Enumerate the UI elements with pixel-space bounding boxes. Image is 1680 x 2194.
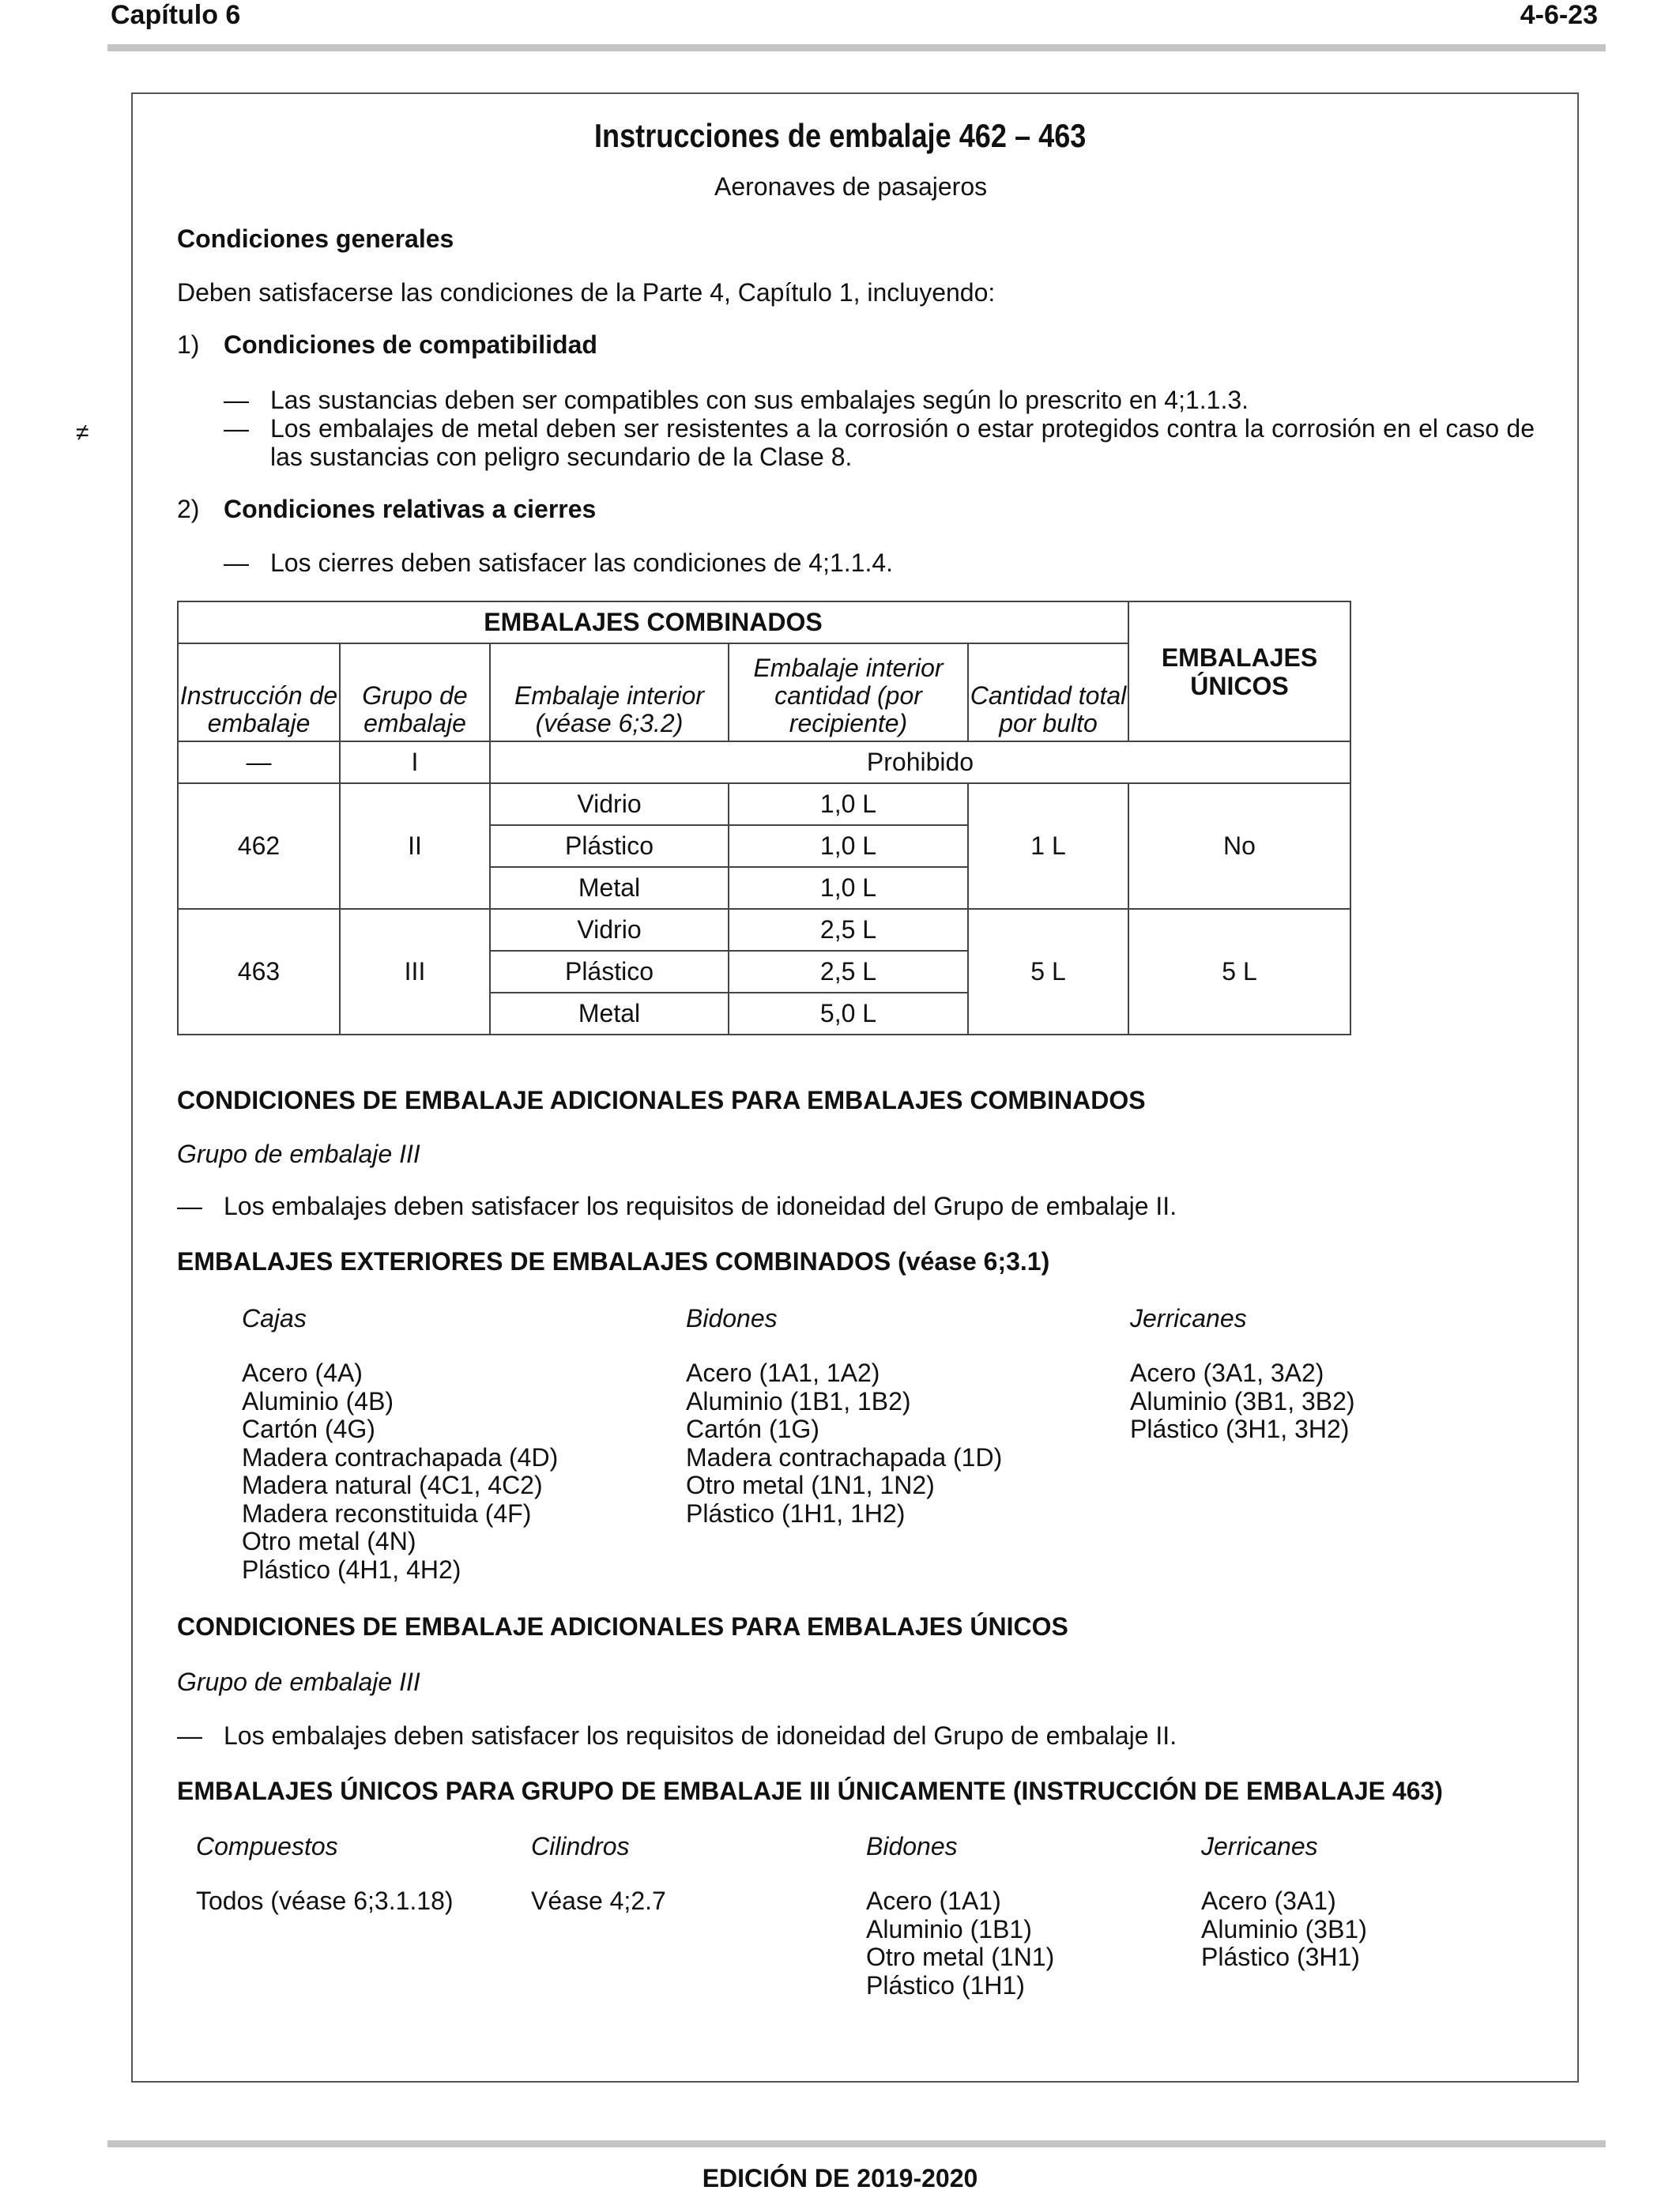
list-item: Acero (1A1, 1A2) xyxy=(686,1359,880,1387)
cell-total: 5 L xyxy=(968,909,1128,1035)
col-header-group: Grupo de embalaje xyxy=(340,643,490,741)
list-item: Plástico (3H1) xyxy=(1201,1943,1360,1971)
cell-inner-qty: 1,0 L xyxy=(729,867,968,909)
item2-heading: Condiciones relativas a cierres xyxy=(224,495,597,523)
cell-single: No xyxy=(1128,783,1350,909)
list-item: Todos (véase 6;3.1.18) xyxy=(196,1887,454,1915)
page-title: Instrucciones de embalaje 462 – 463 xyxy=(594,117,1087,154)
list-item: Plástico (1H1) xyxy=(866,1970,1025,2000)
list-item: Acero (4A) xyxy=(242,1359,363,1387)
cell-instruction: 462 xyxy=(178,783,340,909)
cell-inner-qty: 1,0 L xyxy=(729,825,968,867)
list-item: Madera reconstituida (4F) xyxy=(242,1498,532,1528)
cell-inner: Vidrio xyxy=(490,909,729,951)
list-item: Aluminio (1B1) xyxy=(866,1914,1032,1943)
list-item: Cartón (4G) xyxy=(242,1415,375,1443)
edition-footer: EDICIÓN DE 2019-2020 xyxy=(702,2164,978,2192)
chapter-label: Capítulo 6 xyxy=(111,0,241,30)
single-col-title: Cilindros xyxy=(531,1832,630,1860)
combined-extra-group: Grupo de embalaje III xyxy=(177,1140,420,1168)
col-header-instruction: Instrucción de embalaje xyxy=(178,643,340,741)
item1-heading: Condiciones de compatibilidad xyxy=(224,330,597,359)
single-col-list xyxy=(1201,1887,1367,1972)
single-col-list xyxy=(196,1887,454,1916)
page-number: 4-6-23 xyxy=(1520,0,1598,30)
packing-table xyxy=(177,601,1351,1035)
bullet-text: Las sustancias deben ser compatibles con sus embalajes según lo prescrito en 4;1.1.3. xyxy=(270,386,1249,414)
cell-prohibited: Prohibido xyxy=(490,741,1350,783)
cell-inner: Plástico xyxy=(490,825,729,867)
list-item: Madera natural (4C1, 4C2) xyxy=(242,1471,543,1499)
cell-inner-qty: 2,5 L xyxy=(729,951,968,993)
list-item: Plástico (3H1, 3H2) xyxy=(1130,1415,1350,1443)
single-col-title: Compuestos xyxy=(196,1832,338,1860)
list-item: Acero (1A1) xyxy=(866,1887,1001,1915)
outer-col-list xyxy=(686,1359,1002,1528)
outer-col-list xyxy=(242,1359,558,1584)
list-item: Plástico (1H1, 1H2) xyxy=(686,1498,906,1528)
list-item: Acero (3A1) xyxy=(1201,1887,1336,1915)
cell-group: II xyxy=(340,783,490,909)
bullet-text: Los embalajes deben satisfacer los requisitos de idoneidad del Grupo de embalaje II. xyxy=(224,1721,1177,1750)
outer-col-title: Bidones xyxy=(686,1304,778,1333)
cell-group: III xyxy=(340,909,490,1035)
page-subtitle: Aeronaves de pasajeros xyxy=(714,172,988,201)
outer-col-list xyxy=(1130,1359,1355,1444)
bullet-dash: — xyxy=(177,1192,202,1220)
col-header-inner: Embalaje interior (véase 6;3.2) xyxy=(490,643,729,741)
cell-instruction: 463 xyxy=(178,909,340,1035)
list-item: Otro metal (4N) xyxy=(242,1527,416,1555)
outer-col-title: Cajas xyxy=(242,1304,307,1333)
cell-inner-qty: 1,0 L xyxy=(729,783,968,825)
list-item: Plástico (4H1, 4H2) xyxy=(242,1555,461,1584)
list-item: Aluminio (3B1) xyxy=(1201,1914,1367,1943)
list-item: Aluminio (1B1, 1B2) xyxy=(686,1386,911,1416)
cell-group: I xyxy=(340,741,490,783)
cell-inner: Vidrio xyxy=(490,783,729,825)
single-col-list xyxy=(531,1887,666,1916)
list-item: Madera contrachapada (1D) xyxy=(686,1442,1003,1472)
cell-inner: Metal xyxy=(490,867,729,909)
change-mark: ≠ xyxy=(76,420,89,446)
cell-single: 5 L xyxy=(1128,909,1350,1035)
combined-extra-heading: CONDICIONES DE EMBALAJE ADICIONALES PARA EMBALAJES COMBINADOS xyxy=(177,1086,1146,1114)
single-packagings-header: EMBALAJES ÚNICOS xyxy=(1128,601,1350,741)
bullet-text: Los cierres deben satisfacer las condiciones de 4;1.1.4. xyxy=(270,548,894,577)
bullet-dash: — xyxy=(224,386,249,414)
combined-packagings-header: EMBALAJES COMBINADOS xyxy=(178,601,1128,643)
general-heading: Condiciones generales xyxy=(177,224,454,253)
list-item: Otro metal (1N1, 1N2) xyxy=(686,1471,935,1499)
bullet-text: Los embalajes deben satisfacer los requisitos de idoneidad del Grupo de embalaje II. xyxy=(224,1192,1177,1220)
col-header-total: Cantidad total por bulto xyxy=(968,643,1128,741)
col-header-inner-qty: Embalaje interior cantidad (por recipiente) xyxy=(729,643,968,741)
single-col-title: Jerricanes xyxy=(1201,1832,1318,1860)
single-col-title: Bidones xyxy=(866,1832,958,1860)
list-item: Aluminio (4B) xyxy=(242,1386,394,1416)
bullet-dash: — xyxy=(177,1721,202,1750)
bullet-dash: — xyxy=(224,414,249,443)
cell-inner: Plástico xyxy=(490,951,729,993)
cell-inner: Metal xyxy=(490,993,729,1035)
single-col-list xyxy=(866,1887,1054,2000)
cell-inner-qty: 2,5 L xyxy=(729,909,968,951)
list-item: Cartón (1G) xyxy=(686,1415,819,1443)
single-extra-heading: CONDICIONES DE EMBALAJE ADICIONALES PARA EMBALAJES ÚNICOS xyxy=(177,1612,1068,1641)
item2-number: 2) xyxy=(177,495,200,523)
bullet-text: Los embalajes de metal deben ser resistentes a la corrosión o estar protegidos contra la corrosión en el caso de las sustancias con peligro secundario de la Clase 8. xyxy=(270,414,1535,471)
outer-heading: EMBALAJES EXTERIORES DE EMBALAJES COMBINADOS (véase 6;3.1) xyxy=(177,1247,1050,1276)
bullet-dash: — xyxy=(224,548,249,577)
cell-inner-qty: 5,0 L xyxy=(729,993,968,1035)
list-item: Véase 4;2.7 xyxy=(531,1887,666,1915)
single-pg3-heading: EMBALAJES ÚNICOS PARA GRUPO DE EMBALAJE III ÚNICAMENTE (INSTRUCCIÓN DE EMBALAJE 463) xyxy=(177,1777,1443,1805)
list-item: Otro metal (1N1) xyxy=(866,1943,1055,1971)
cell-instruction: — xyxy=(178,741,340,783)
footer-rule xyxy=(107,2140,1606,2147)
item1-number: 1) xyxy=(177,330,200,359)
general-intro: Deben satisfacerse las condiciones de la Parte 4, Capítulo 1, incluyendo: xyxy=(177,278,996,307)
header-rule xyxy=(107,44,1606,51)
cell-total: 1 L xyxy=(968,783,1128,909)
list-item: Aluminio (3B1, 3B2) xyxy=(1130,1386,1355,1416)
single-extra-group: Grupo de embalaje III xyxy=(177,1668,420,1696)
list-item: Madera contrachapada (4D) xyxy=(242,1442,559,1472)
outer-col-title: Jerricanes xyxy=(1130,1304,1247,1333)
list-item: Acero (3A1, 3A2) xyxy=(1130,1359,1324,1387)
